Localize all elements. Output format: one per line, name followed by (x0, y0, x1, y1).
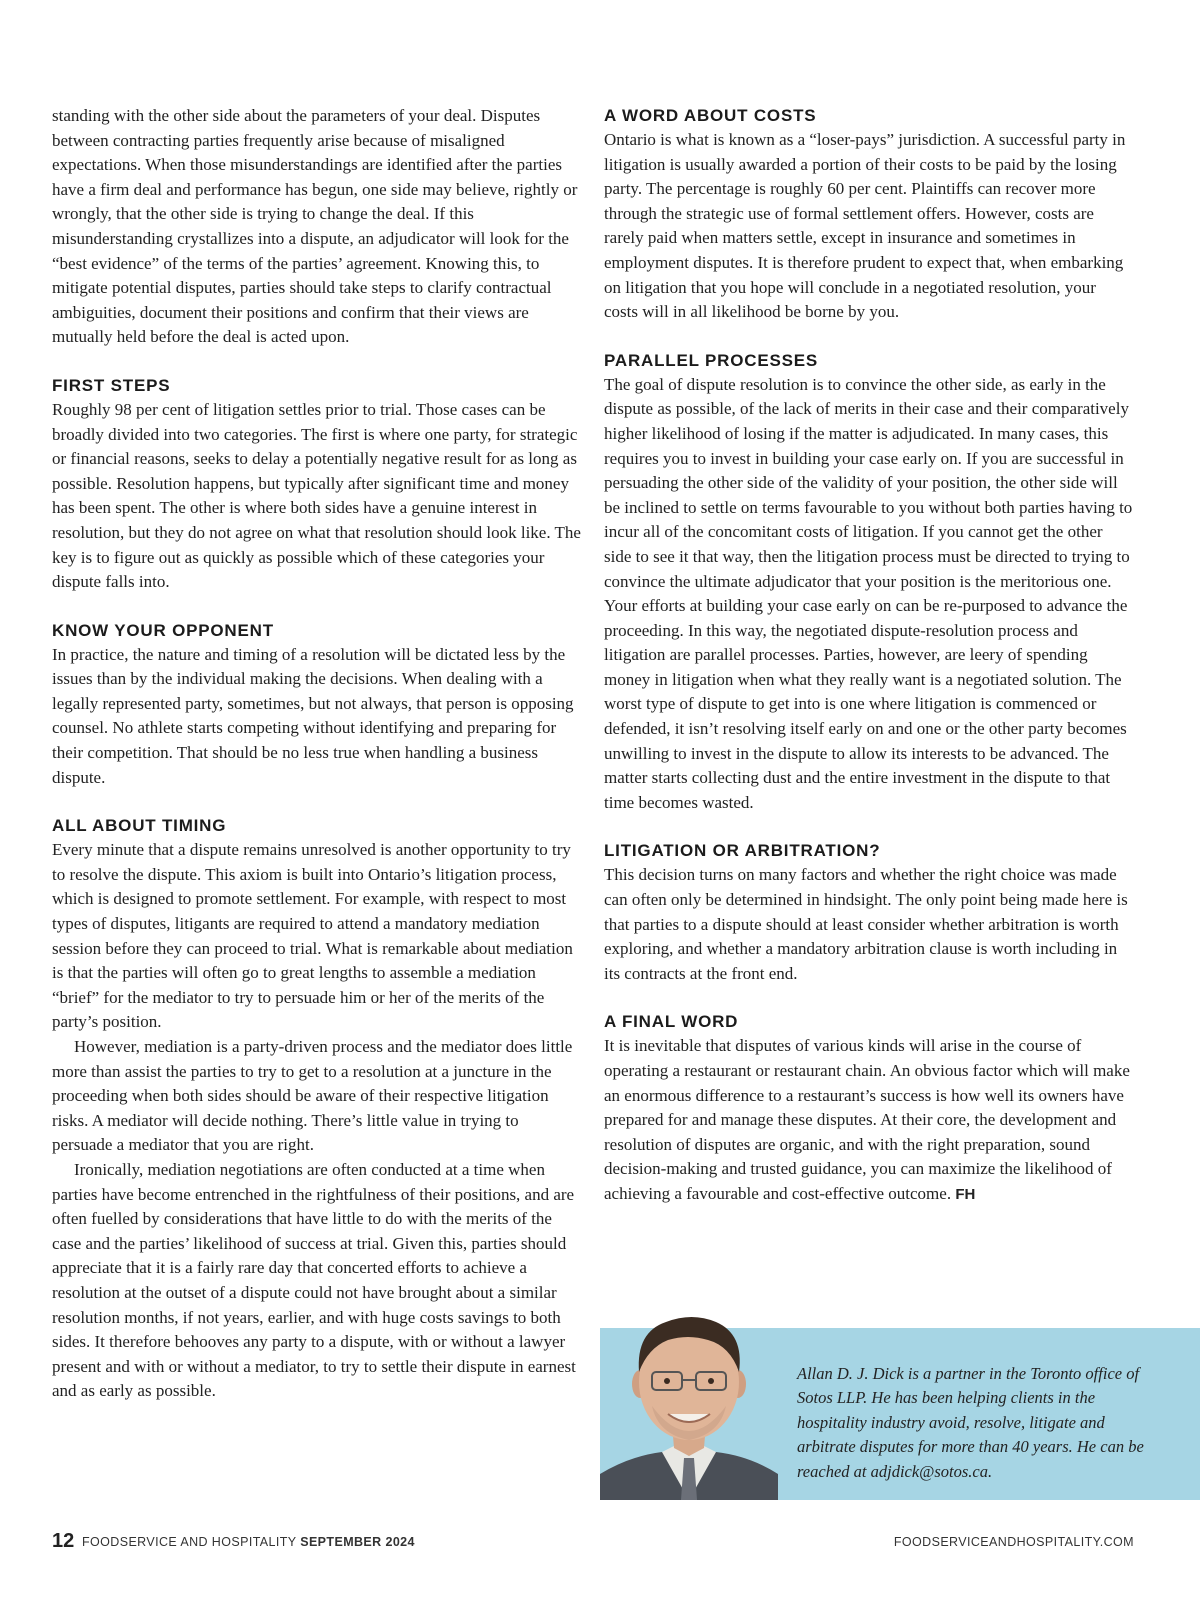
section-heading-costs: A WORD ABOUT COSTS (604, 106, 817, 125)
timing-paragraph-3: Ironically, mediation negotiations are often conducted at a time when parties have become entrenched in the rightfulness of their positions, and are often fuelled by considerations that have little to do with the merits of the case and the parties’ likelihood of success at trial. Given this, parties should appreciate that it is a fairly rare day that concerted efforts to achieve a resolution at the outset of a dispute could not have brought about a similar resolution months, if not years, earlier, and with huge costs savings to both sides. It therefore behooves any party to a dispute, with or without a lawyer present and with or without a mediator, to try to settle their dispute in earnest and as early as possible. (52, 1159, 576, 1401)
first-steps-paragraph: Roughly 98 per cent of litigation settles prior to trial. Those cases can be broadly divided into two categories. The first is where one party, for strategic or financial reasons, seeks to delay a potentially negative result for as long as possible. Resolution happens, but typically after significant time and money has been spent. The other is where both sides have a genuine interest in resolution, but they do not agree on what that resolution should look like. The key is to figure out as quickly as possible which of these categories your dispute falls into. (52, 399, 581, 592)
costs-paragraph: Ontario is what is known as a “loser-pays” jurisdiction. A successful party in litigation is usually awarded a portion of their costs to be paid by the losing party. The percentage is roughly 60 per cent. Plaintiffs can recover more through the strategic use of formal settlement offers. However, costs are rarely paid when matters settle, except in insurance and sometimes in employment disputes. It is therefore prudent to expect that, when embarking on litigation that you hope will conclude in a negotiated resolution, your costs will in all likelihood be borne by you. (604, 130, 1126, 322)
section-heading-litigation-or-arbitration: LITIGATION OR ARBITRATION? (604, 841, 881, 861)
publication-line (82, 1535, 415, 1549)
page-footer (52, 1530, 1134, 1560)
parallel-paragraph: The goal of dispute resolution is to convince the other side, as early in the dispute as possible, of the lack of merits in their case and their comparatively higher likelihood of losing if the matter is adjudicated. In many cases, this requires you to invest in building your case early on. If you are successful in persuading the other side of the validity of your position, the other side will be inclined to settle on terms favourable to you without both parties having to incur all of the concomitant costs of litigation. If you cannot get the other side to see it that way, then the litigation process must be directed to trying to convince the ultimate adjudicator that your position is the meritorious one. Your efforts at building your case early on can be re-purposed to advance the proceeding. In this way, the negotiated dispute-resolution process and litigation are parallel processes. Parties, however, are leery of spending money in litigation when what they really want is a negotiated solution. The worst type of dispute to get into is one where litigation is commenced or defended, it isn’t resolving itself early on and one or the other party becomes unwilling to invest in the dispute to allow its interests to be advanced. The matter starts collecting dust and the entire investment in the dispute to that time becomes wasted. (604, 374, 1133, 812)
left-column (52, 104, 582, 1404)
section-heading-final-word: A FINAL WORD (604, 1012, 739, 1032)
final-paragraph (604, 1034, 1134, 1207)
author-bio-text: Allan D. J. Dick is a partner in the Toronto office of Sotos LLP. He has been helping clients in the hospitality industry avoid, resolve, litigate and arbitrate disputes for more than 40 years. He can be reached at adjdick@sotos.ca. (797, 1364, 1144, 1481)
section-heading-first-steps: FIRST STEPS (52, 375, 171, 395)
final-paragraph-text: It is inevitable that disputes of various kinds will arise in the course of operating a restaurant or restaurant chain. An obvious factor which will make an enormous difference to a restaurant’s success is how well its owners have prepared for and manage these disputes. At their core, the development and resolution of disputes are organic, and with the right preparation, sound decision-making and trusted guidance, you can maximize the likelihood of achieving a favourable and cost-effective outcome. (604, 1036, 1130, 1203)
signoff-mark: FH (955, 1185, 976, 1203)
issue-date: SEPTEMBER 2024 (300, 1535, 415, 1549)
arbitration-paragraph: This decision turns on many factors and whether the right choice was made can often only be determined in hindsight. The only point being made here is that parties to a dispute should at least consider whether arbitration is worth exploring, and whether a mandatory arbitration clause is worth including in its contracts at the front end. (604, 865, 1128, 983)
intro-paragraph: standing with the other side about the parameters of your deal. Disputes between contracting parties frequently arise because of misaligned expectations. When those misunderstandings are identified after the parties have a firm deal and performance has begun, one side may believe, rightly or wrongly, that the other side is trying to change the deal. If this misunderstanding crystallizes into a dispute, an adjudicator will look for the “best evidence” of the terms of the parties’ agreement. Knowing this, to mitigate potential disputes, parties should take steps to clarify contractual ambiguities, document their positions and confirm that their views are mutually held before the deal is acted upon. (52, 106, 578, 347)
know-opponent-paragraph: In practice, the nature and timing of a resolution will be dictated less by the issues than by the individual making the decisions. When dealing with a legally represented party, sometimes, but not always, that person is opposing counsel. No athlete starts competing without identifying and preparing for their competition. That should be no less true when handling a business dispute. (52, 644, 574, 787)
author-portrait (600, 1306, 778, 1500)
publication-name: FOODSERVICE AND HOSPITALITY (82, 1535, 297, 1549)
timing-paragraph-2: However, mediation is a party-driven process and the mediator does little more than assist the parties to try to get to a resolution at a juncture in the proceeding when both sides should be aware of their respective litigation risks. A mediator will decide nothing. There’s little value in trying to persuade a mediator that you are right. (52, 1037, 573, 1155)
timing-paragraph-1: Every minute that a dispute remains unresolved is another opportunity to try to resolve the dispute. This axiom is built into Ontario’s litigation process, which is designed to promote settlement. For example, with respect to most types of disputes, litigants are required to attend a mandatory mediation session before they can proceed to trial. What is remarkable about mediation is that the parties will often go to great lengths to assemble a mediation “brief” for the mediator to try to persuade him or her of the merits of the party’s position. (52, 840, 573, 1032)
section-heading-know-your-opponent: KNOW YOUR OPPONENT (52, 620, 274, 640)
section-heading-all-about-timing: ALL ABOUT TIMING (52, 816, 227, 836)
right-column (604, 104, 1134, 1208)
author-portrait-illustration (600, 1306, 778, 1500)
page-number: 12 (52, 1530, 75, 1552)
website-url: FOODSERVICEANDHOSPITALITY.COM (893, 1535, 1134, 1549)
section-heading-parallel-processes: PARALLEL PROCESSES (604, 350, 819, 370)
